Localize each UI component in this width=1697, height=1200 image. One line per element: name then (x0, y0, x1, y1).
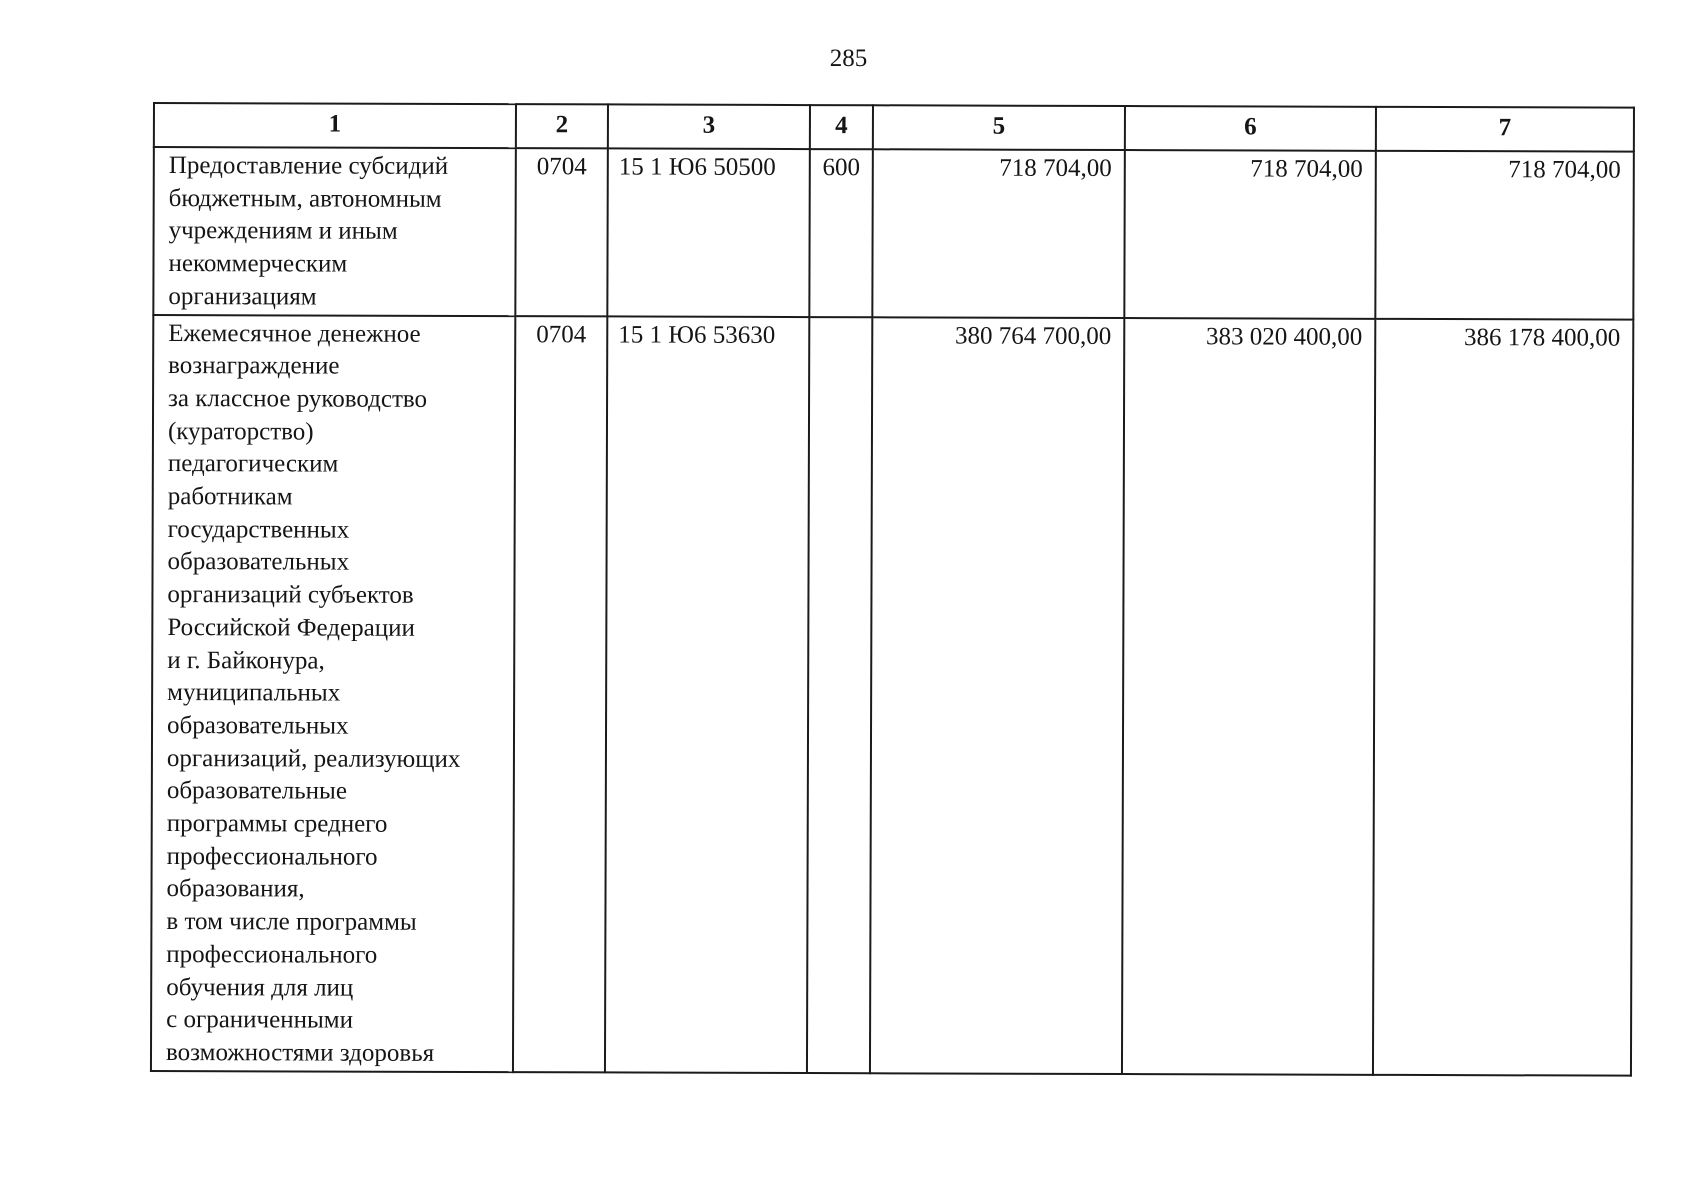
table-row (151, 315, 1633, 1076)
budget-table (150, 102, 1635, 1076)
amount-year-1-cell: 718 704,00 (872, 149, 1125, 317)
row-name-cell: Предоставление субсидий бюджетным, автономным учреждениям и иным некоммерческим организациям (153, 147, 516, 316)
amount-year-3-cell: 718 704,00 (1375, 151, 1634, 319)
expense-type-cell: 600 (809, 149, 873, 317)
amount-year-2-cell: 718 704,00 (1124, 150, 1376, 318)
amount-year-3-cell: 386 178 400,00 (1373, 318, 1633, 1075)
amount-year-1-cell: 380 764 700,00 (870, 317, 1124, 1074)
column-header-5: 5 (873, 105, 1125, 150)
amount-year-2-cell: 383 020 400,00 (1122, 318, 1375, 1075)
column-header-6: 6 (1125, 106, 1376, 151)
column-header-2: 2 (516, 104, 608, 148)
section-code-cell: 0704 (515, 148, 608, 316)
table-row (153, 147, 1634, 319)
column-header-7: 7 (1376, 107, 1634, 152)
header-row (154, 103, 1634, 152)
target-code-cell: 15 1 Ю6 50500 (607, 148, 810, 316)
target-code-cell: 15 1 Ю6 53630 (605, 316, 809, 1073)
page-number: 285 (829, 45, 868, 72)
column-header-3: 3 (608, 104, 810, 149)
section-code-cell: 0704 (513, 316, 607, 1072)
row-name-cell: Ежемесячное денежное вознаграждение за классное руководство (кураторство) педагогическим работникам государственных образовательных организаций субъектов Российской Федерации и г. Байконура, муниципальных образовательных организаций, реализующих образовательные программы среднего профессионального образования, в том числе программы профессионального обучения для лиц с ограниченными возможностями здоровья (151, 315, 515, 1072)
column-header-1: 1 (154, 103, 516, 148)
column-header-4: 4 (810, 105, 873, 149)
expense-type-cell (807, 317, 872, 1073)
